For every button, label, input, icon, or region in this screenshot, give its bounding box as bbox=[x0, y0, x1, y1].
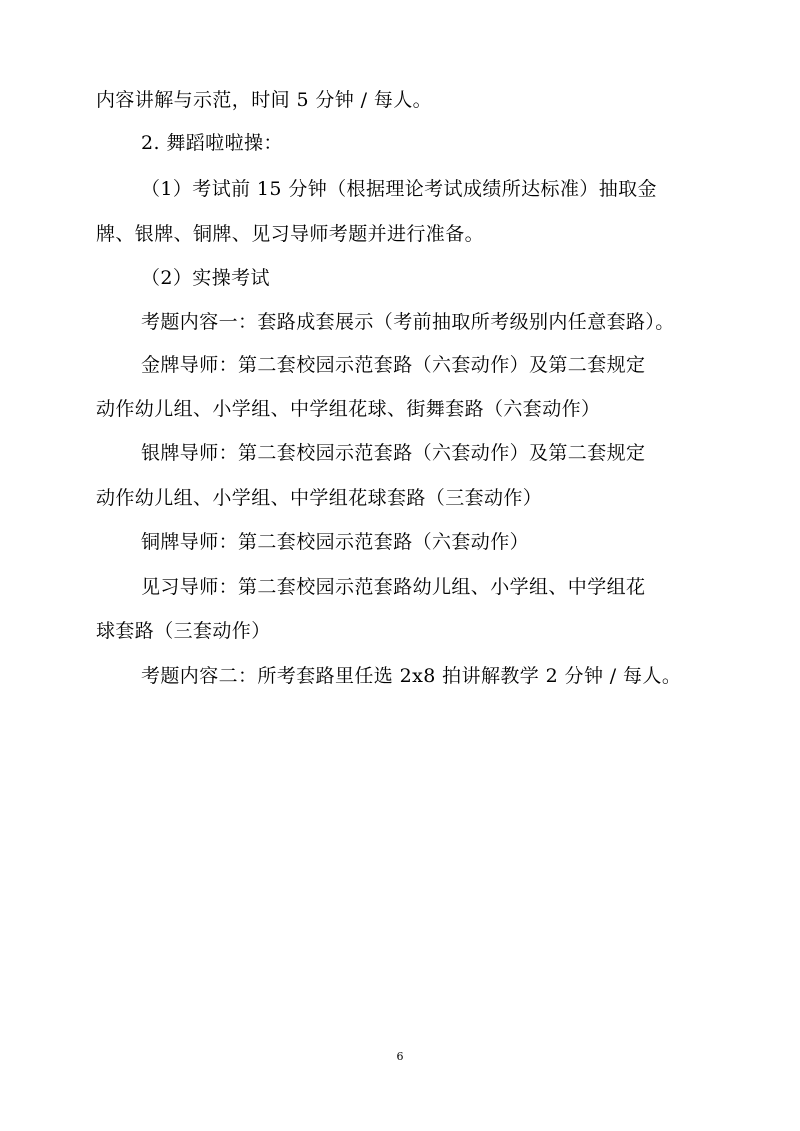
text-line: 动作幼儿组、小学组、中学组花球套路（三套动作） bbox=[96, 487, 543, 509]
text-line: 考题内容一：套路成套展示（考前抽取所考级别内任意套路）。 bbox=[141, 311, 675, 333]
text-line: 内容讲解与示范，时间 5 分钟 / 每人。 bbox=[96, 89, 433, 111]
text-line: 考题内容二：所考套路里任选 2x8 拍讲解教学 2 分钟 / 每人。 bbox=[141, 665, 682, 687]
text-line: 银牌导师：第二套校园示范套路（六套动作）及第二套规定 bbox=[141, 442, 646, 464]
text-line: 牌、银牌、铜牌、见习导师考题并进行准备。 bbox=[96, 223, 485, 245]
section-heading: 2. 舞蹈啦啦操： bbox=[141, 132, 283, 154]
text-line: 动作幼儿组、小学组、中学组花球、街舞套路（六套动作） bbox=[96, 398, 601, 420]
text-line: 球套路（三套动作） bbox=[96, 620, 271, 642]
text-line: 见习导师：第二套校园示范套路幼儿组、小学组、中学组花 bbox=[141, 576, 646, 598]
subsection-heading: （2）实操考试 bbox=[141, 267, 270, 289]
text-line: （1）考试前 15 分钟（根据理论考试成绩所达标准）抽取金 bbox=[141, 178, 657, 200]
text-line: 铜牌导师：第二套校园示范套路（六套动作） bbox=[141, 531, 530, 553]
page-number: 6 bbox=[396, 1050, 404, 1063]
text-line: 金牌导师：第二套校园示范套路（六套动作）及第二套规定 bbox=[141, 354, 646, 376]
